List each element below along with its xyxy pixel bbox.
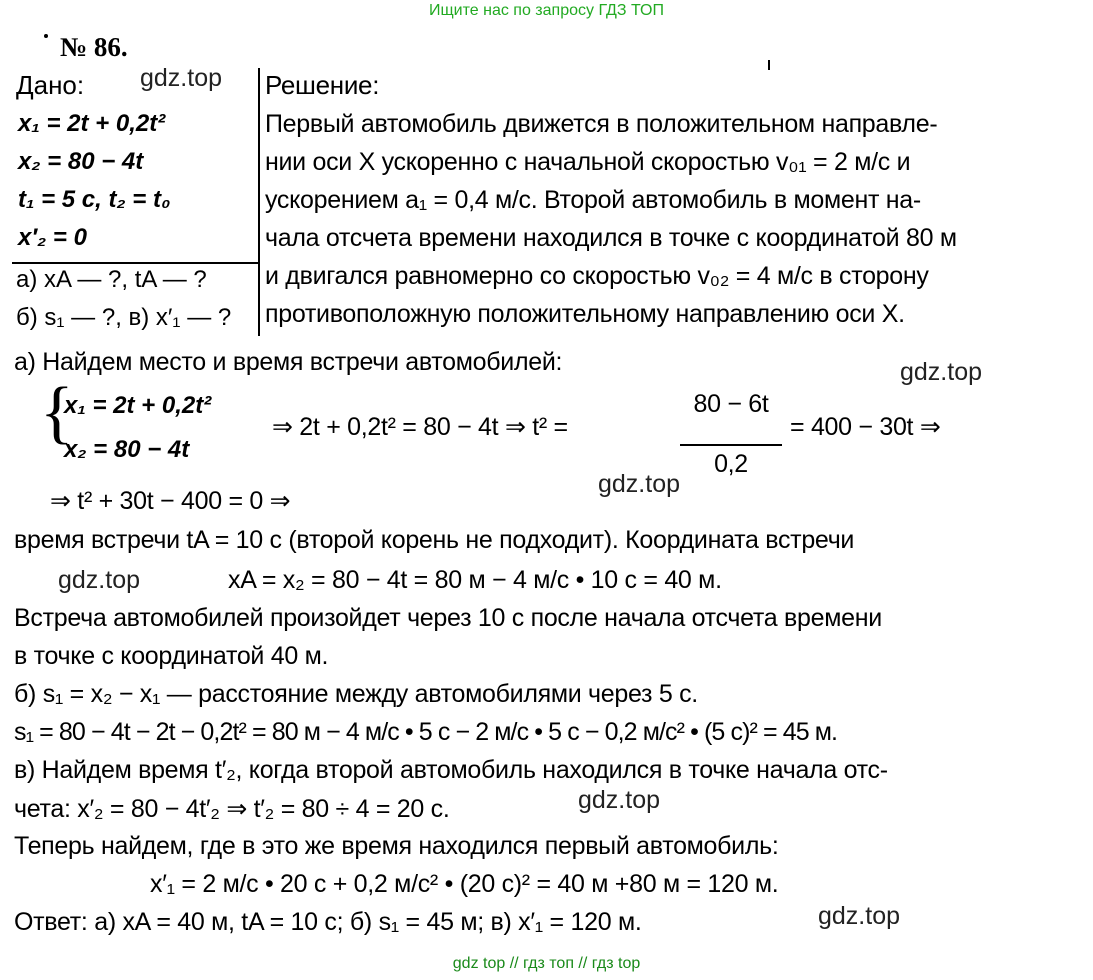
watermark: gdz.top — [598, 470, 681, 498]
fraction-bar — [680, 444, 782, 446]
watermark: gdz.top — [578, 786, 661, 814]
find-line: а) xA — ?, tA — ? — [16, 266, 207, 293]
given-label: Дано: — [16, 70, 85, 100]
solution-line: ускорением a₁ = 0,4 м/с. Второй автомобиль в момент на- — [265, 186, 921, 214]
body-line: в точке с координатой 40 м. — [14, 642, 329, 670]
solution-label: Решение: — [265, 70, 380, 100]
given-line: x₂ = 80 − 4t — [18, 148, 144, 175]
body-line: чета: x′₂ = 80 − 4t′₂ ⇒ t′₂ = 80 ÷ 4 = 20 с. — [14, 795, 450, 823]
vertical-divider — [258, 68, 260, 336]
body-line: Теперь найдем, где в это же время находился первый автомобиль: — [14, 832, 779, 860]
scan-speck — [768, 60, 770, 70]
body-line: Встреча автомобилей произойдет через 10 с после начала отсчета времени — [14, 604, 882, 632]
body-line: xA = x₂ = 80 − 4t = 80 м − 4 м/с • 10 с = 40 м. — [228, 566, 722, 594]
watermark: gdz.top — [818, 902, 901, 930]
top-banner: Ищите нас по запросу ГДЗ ТОП — [429, 2, 664, 19]
system-equation: x₂ = 80 − 4t — [64, 436, 190, 463]
problem-number: № 86. — [60, 32, 128, 62]
part-a-intro: а) Найдем место и время встречи автомобилей: — [14, 348, 563, 376]
body-line: в) Найдем время t′₂, когда второй автомобиль находился в точке начала отс- — [14, 756, 888, 784]
solution-line: Первый автомобиль движется в положительном направле- — [265, 110, 938, 138]
scan-speck — [44, 34, 48, 38]
body-line: б) s₁ = x₂ − x₁ — расстояние между автомобилями через 5 с. — [14, 680, 698, 708]
given-line: x₁ = 2t + 0,2t² — [18, 110, 166, 137]
watermark: gdz.top — [900, 358, 983, 386]
footer-watermark: gdz top // гдз топ // гдз top — [452, 955, 641, 972]
answer-line: Ответ: а) xA = 40 м, tA = 10 с; б) s₁ = 45 м; в) x′₁ = 120 м. — [14, 908, 642, 936]
fraction-numerator: 80 − 6t — [693, 390, 769, 418]
solution-line: противоположную положительному направлению оси X. — [265, 300, 905, 328]
quadratic-equation: ⇒ t² + 30t − 400 = 0 ⇒ — [50, 487, 291, 515]
system-equation: x₁ = 2t + 0,2t² — [64, 392, 212, 419]
find-line: б) s₁ — ?, в) x′₁ — ? — [16, 304, 232, 331]
body-line: время встречи tA = 10 с (второй корень не подходит). Координата встречи — [14, 526, 855, 554]
watermark: gdz.top — [58, 566, 141, 594]
equation-right: = 400 − 30t ⇒ — [790, 413, 941, 441]
solution-line: и двигался равномерно со скоростью v₀₂ = 4 м/с в сторону — [265, 262, 929, 290]
body-line: s₁ = 80 − 4t − 2t − 0,2t² = 80 м − 4 м/с • 5 с − 2 м/с • 5 с − 0,2 м/с² • (5 с)² = 45 м. — [14, 718, 838, 746]
watermark: gdz.top — [140, 64, 223, 92]
given-divider — [12, 262, 258, 264]
solution-line: чала отсчета времени находился в точке с координатой 80 м — [265, 224, 957, 252]
given-line: x′₂ = 0 — [18, 224, 87, 251]
fraction-denominator: 0,2 — [714, 450, 748, 478]
given-line: t₁ = 5 с, t₂ = t₀ — [18, 186, 171, 213]
system-brace: { — [40, 374, 74, 451]
body-line: x′₁ = 2 м/с • 20 с + 0,2 м/с² • (20 с)² = 40 м +80 м = 120 м. — [150, 870, 779, 898]
solution-line: нии оси X ускоренно с начальной скоростью v₀₁ = 2 м/с и — [265, 148, 911, 176]
equation-left: ⇒ 2t + 0,2t² = 80 − 4t ⇒ t² = — [272, 413, 568, 441]
